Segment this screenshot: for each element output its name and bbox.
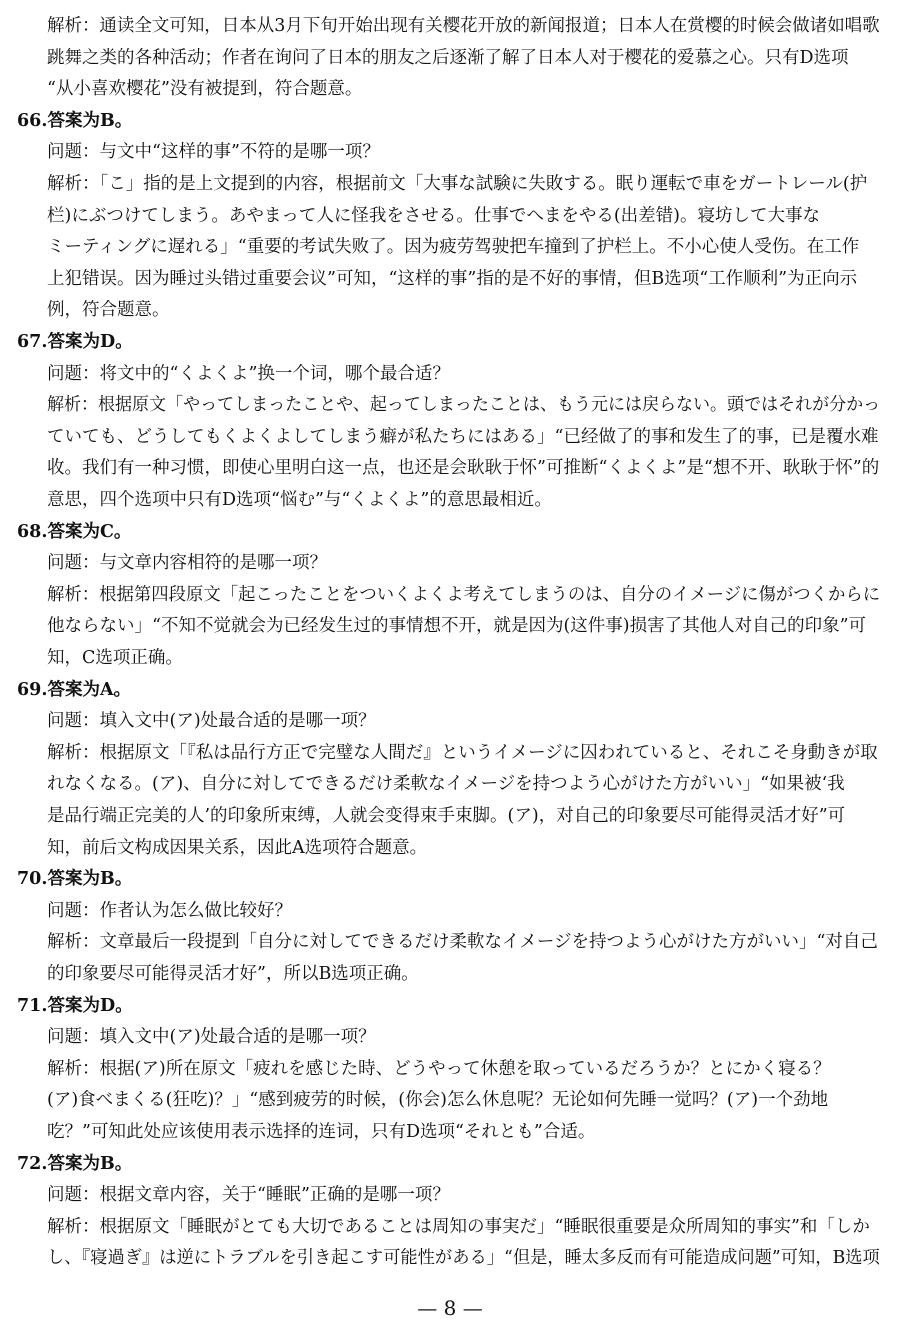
text-line: 意思，四个选项中只有D选项“悩む”与“くよくよ”的意思最相近。 xyxy=(47,490,552,510)
text-line: ミーティングに遅れる」“重要的考试失败了。因为疲劳驾驶把车撞到了护栏上。不小心使人受伤。在工作 xyxy=(47,237,860,258)
answer-heading: 67.答案为D。 xyxy=(17,332,133,352)
text-line: 他ならない」“不知不觉就会为已经发生过的事情想不开，就是因为(这件事)损害了其他人对自己的印象”可 xyxy=(47,616,867,637)
text-line: 解析：通读全文可知，日本从3月下旬开始出现有关樱花开放的新闻报道；日本人在赏樱的时候会做诸如唱歌 xyxy=(47,16,880,36)
text-line: 解析：根据第四段原文「起こったことをついくよくよ考えてしまうのは、自分のイメージに傷がつくからに xyxy=(47,584,881,605)
text-line: 解析：根据原文「『私は品行方正で完璧な人間だ』というイメージに囚われていると、それこそ身動きが取 xyxy=(47,742,878,763)
text-line: 问题：填入文中(ア)处最合适的是哪一项？ xyxy=(47,711,376,732)
text-line: (ア)食べまくる(狂吃)？」“感到疲劳的时候，(你会)怎么休息呢？无论如何先睡一觉吗？(ア)一个劲地 xyxy=(47,1090,829,1111)
text-line: れなくなる。(ア)、自分に対してできるだけ柔軟なイメージを持つよう心がけた方がいい」“如果被‘我 xyxy=(47,774,845,795)
text-line: ていても、どうしてもくよくよしてしまう癖が私たちにはある」“已经做了的事和发生了的事，已是覆水难 xyxy=(47,426,879,447)
text-line: 问题：根据文章内容，关于“睡眠”正确的是哪一项？ xyxy=(47,1185,450,1206)
text-line: 解析：「こ」指的是上文提到的内容，根据前文「大事な試験に失敗する。眠り運転で車をガートレール(护 xyxy=(47,174,868,194)
text-line: 问题：将文中的“くよくよ”换一个词，哪个最合适？ xyxy=(47,363,450,384)
text-line: 知，前后文构成因果关系，因此A选项符合题意。 xyxy=(47,837,428,858)
text-line: 解析：根据原文「睡眠がとても大切であることは周知の事実だ」“睡眠很重要是众所周知的事实”和「しか xyxy=(47,1216,870,1237)
text-line: 是品行端正完美的人’的印象所束缚，人就会变得束手束脚。(ア)，对自己的印象要尽可能得灵活才好”可 xyxy=(47,806,846,826)
text-line: 例，符合题意。 xyxy=(47,300,170,321)
text-line: 解析：根据原文「やってしまったことや、起ってしまったことは、もう元には戻らない。頭ではそれが分かっ xyxy=(47,395,881,416)
text-line: 问题：填入文中(ア)处最合适的是哪一项？ xyxy=(47,1027,376,1048)
text-line: 问题：与文中“这样的事”不符的是哪一项？ xyxy=(47,142,380,163)
text-line: 收。我们有一种习惯，即使心里明白这一点，也还是会耿耿于怀”可推断“くよくよ”是“想不开、耿耿于怀”的 xyxy=(47,458,880,479)
answer-heading: 68.答案为C。 xyxy=(17,521,132,542)
answer-heading: 70.答案为B。 xyxy=(17,869,133,890)
text-line: し、『寝過ぎ』は逆にトラブルを引き起こす可能性がある」“但是，睡太多反而有可能造成问题”可知，B选项 xyxy=(47,1248,880,1269)
text-line: 问题：与文章内容相符的是哪一项？ xyxy=(47,553,327,574)
text-line: 解析：文章最后一段提到「自分に対してできるだけ柔軟なイメージを持つよう心がけた方がいい」“对自己 xyxy=(47,932,878,953)
answer-heading: 66.答案为B。 xyxy=(17,110,133,131)
answer-heading: 69.答案为A。 xyxy=(17,679,132,700)
text-line: “从小喜欢樱花”没有被提到，符合题意。 xyxy=(47,79,363,100)
text-line: 知，C选项正确。 xyxy=(47,648,183,668)
text-line: 上犯错误。因为睡过头错过重要会议”可知，“这样的事”指的是不好的事情，但B选项“工作顺利”为正向示 xyxy=(47,268,858,289)
text-line: 的印象要尽可能得灵活才好”，所以B选项正确。 xyxy=(47,964,419,984)
text-line: 吃？”可知此处应该使用表示选择的连词，只有D选项“それとも”合适。 xyxy=(47,1122,596,1142)
answer-heading: 72.答案为B。 xyxy=(17,1153,133,1174)
page-number: — 8 — xyxy=(417,1296,483,1320)
answer-heading: 71.答案为D。 xyxy=(17,995,133,1016)
text-line: 问题：作者认为怎么做比较好？ xyxy=(47,900,292,921)
text-line: 解析：根据(ア)所在原文「疲れを感じた時、どうやって休憩を取っているだろうか？とにかく寝る？ xyxy=(47,1058,831,1079)
text-line: 栏)にぶつけてしまう。あやまって人に怪我をさせる。仕事でへまをやる(出差错)。寝坊して大事な xyxy=(47,205,820,226)
text-line: 跳舞之类的各种活动；作者在询问了日本的朋友之后逐渐了解了日本人对于樱花的爱慕之心。只有D选项 xyxy=(47,47,849,68)
